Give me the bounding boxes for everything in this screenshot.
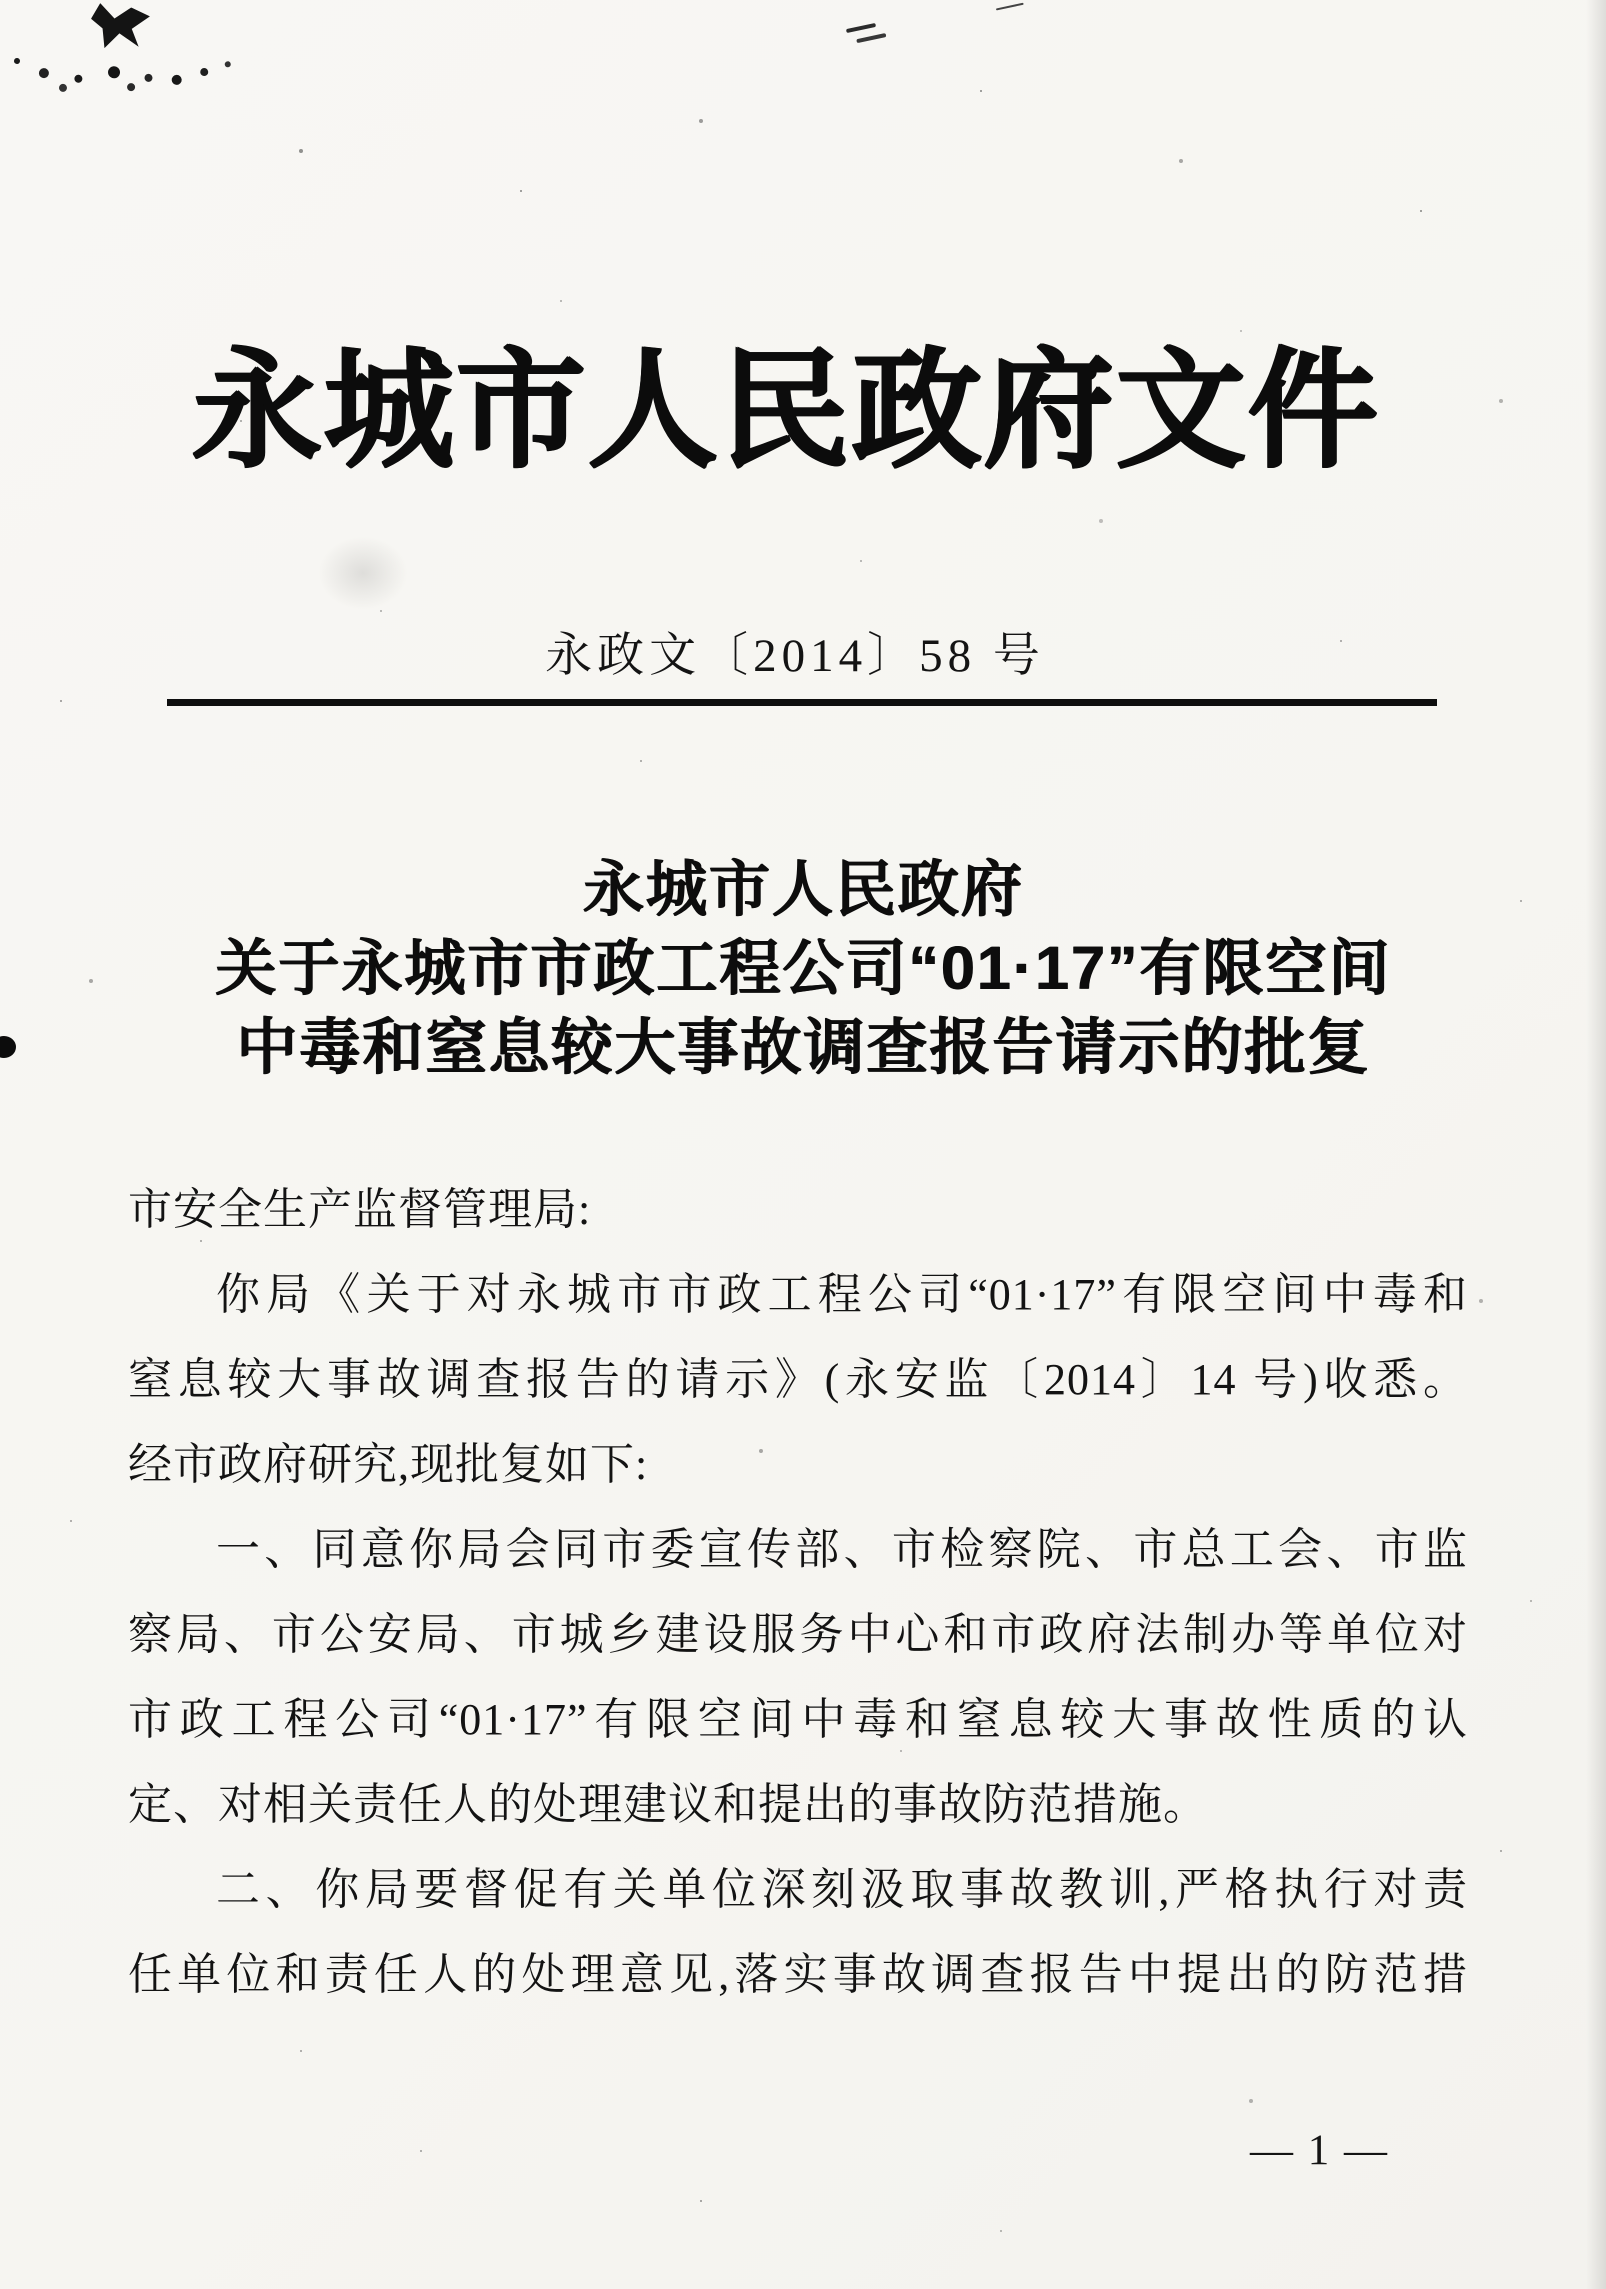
ink-smudge: [87, 2, 151, 54]
document-title-line: 关于永城市市政工程公司“01·17”有限空间: [214, 934, 1392, 1002]
document-body: [128, 1167, 1468, 2017]
ink-speck-cluster: [14, 58, 20, 64]
letterhead-title: 永城市人民政府文件: [190, 337, 1379, 483]
body-line: 经市政府研究,现批复如下:: [128, 1440, 649, 1489]
scan-noise-speckles: [0, 0, 2, 2]
salutation: 市安全生产监督管理局:: [128, 1185, 592, 1234]
body-line: 一、同意你局会同市委宣传部、市检察院、市总工会、市监: [216, 1525, 1468, 1574]
document-number: 永政文〔2014〕58 号: [545, 630, 1045, 682]
body-line: 定、对相关责任人的处理建议和提出的事故防范措施。: [128, 1780, 1208, 1829]
body-line: 市政工程公司“01·17”有限空间中毒和窒息较大事故性质的认: [128, 1695, 1468, 1744]
document-title-line: 中毒和窒息较大事故调查报告请示的批复: [235, 1013, 1370, 1081]
scan-edge-dot: [0, 1036, 16, 1058]
body-line: 察局、市公安局、市城乡建设服务中心和市政府法制办等单位对: [128, 1610, 1468, 1659]
body-line: 二、你局要督促有关单位深刻汲取事故教训,严格执行对责: [216, 1865, 1468, 1914]
document-title-line: 永城市人民政府: [582, 855, 1024, 923]
letterhead-divider-rule: [167, 699, 1437, 706]
ink-smudge: [846, 23, 876, 33]
body-line: 任单位和责任人的处理意见,落实事故调查报告中提出的防范措: [128, 1950, 1468, 1999]
body-line: 你局《关于对永城市市政工程公司“01·17”有限空间中毒和: [216, 1270, 1468, 1319]
body-line: 窒息较大事故调查报告的请示》(永安监〔2014〕14 号)收悉。: [128, 1355, 1468, 1404]
document-title: [100, 850, 1506, 1087]
stamp-ghost-mark: [318, 536, 408, 610]
page-number: — 1 —: [1250, 2127, 1389, 2174]
